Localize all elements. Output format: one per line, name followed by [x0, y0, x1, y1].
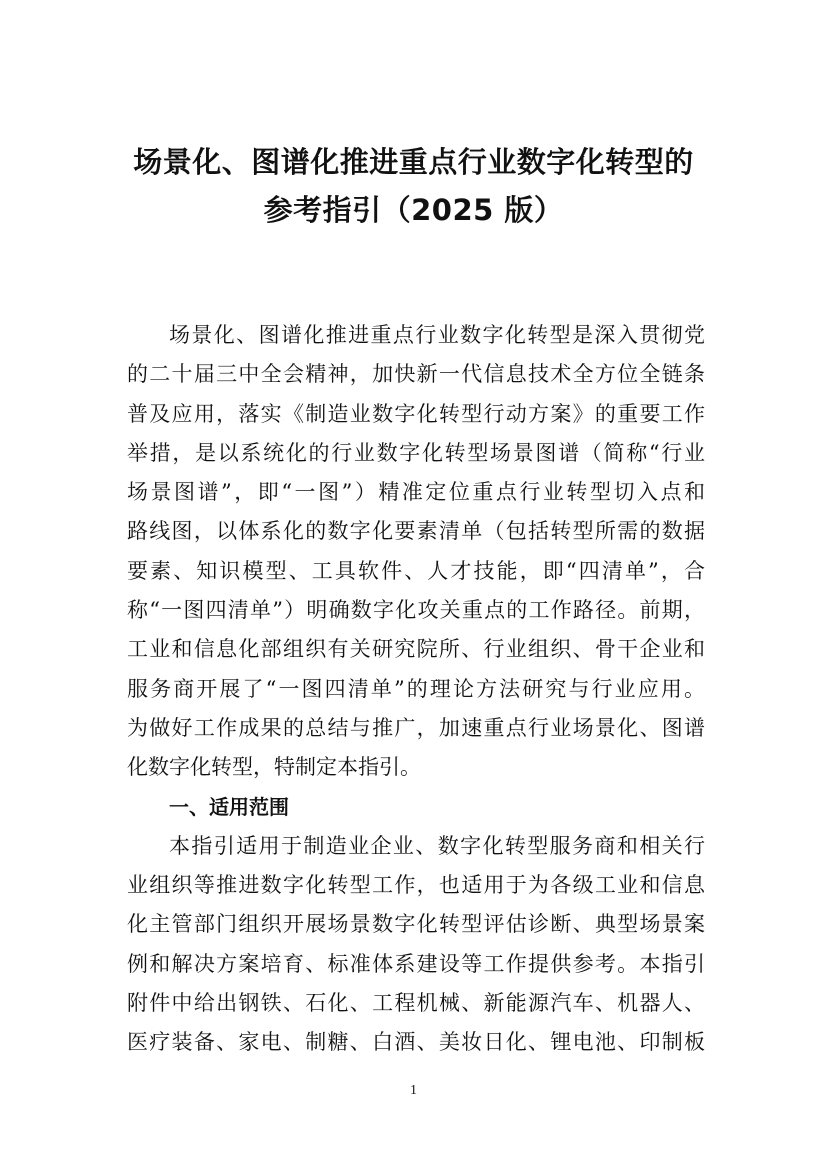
scope-paragraph-line: 例和解决方案培育、标准体系建设等工作提供参考。本指引 — [127, 951, 705, 976]
intro-paragraph-line: 路线图，以体系化的数字化要素清单（包括转型所需的数据 — [127, 519, 705, 544]
intro-paragraph-line: 的二十届三中全会精神，加快新一代信息技术全方位全链条 — [127, 362, 705, 387]
intro-paragraph-line: 场景化、图谱化推进重点行业数字化转型是深入贯彻党 — [169, 323, 705, 347]
scope-paragraph-line: 附件中给出钢铁、石化、工程机械、新能源汽车、机器人、 — [127, 991, 705, 1016]
document-body — [127, 316, 705, 1063]
section-heading-scope: 一、适用范围 — [169, 794, 289, 819]
intro-paragraph-line: 要素、知识模型、工具软件、人才技能，即“四清单”，合 — [127, 558, 705, 583]
scope-paragraph-line: 化主管部门组织开展场景数字化转型评估诊断、典型场景案 — [127, 912, 705, 937]
scope-paragraph-line: 医疗装备、家电、制糖、白酒、美妆日化、锂电池、印制板 — [127, 1030, 705, 1055]
scope-paragraph-line: 本指引适用于制造业企业、数字化转型服务商和相关行 — [169, 833, 705, 858]
intro-paragraph-line: 场景图谱”，即“一图”）精准定位重点行业转型切入点和 — [127, 480, 705, 505]
intro-paragraph-line: 化数字化转型，特制定本指引。 — [127, 755, 421, 780]
document-title-line-2: 参考指引（2025 版） — [263, 193, 564, 227]
intro-paragraph-line: 服务商开展了“一图四清单”的理论方法研究与行业应用。 — [127, 676, 705, 701]
intro-paragraph-line: 为做好工作成果的总结与推广，加速重点行业场景化、图谱 — [127, 715, 705, 740]
intro-paragraph-line: 普及应用，落实《制造业数字化转型行动方案》的重要工作 — [127, 401, 705, 426]
intro-paragraph-line: 称“一图四清单”）明确数字化攻关重点的工作路径。前期， — [127, 598, 705, 623]
scope-paragraph-line: 业组织等推进数字化转型工作，也适用于为各级工业和信息 — [127, 873, 705, 898]
intro-paragraph-line: 举措，是以系统化的行业数字化转型场景图谱（简称“行业 — [127, 440, 705, 465]
document-title-line-1: 场景化、图谱化推进重点行业数字化转型的 — [133, 145, 694, 179]
intro-paragraph-line: 工业和信息化部组织有关研究院所、行业组织、骨干企业和 — [127, 637, 705, 662]
page-number: 1 — [410, 1083, 417, 1098]
